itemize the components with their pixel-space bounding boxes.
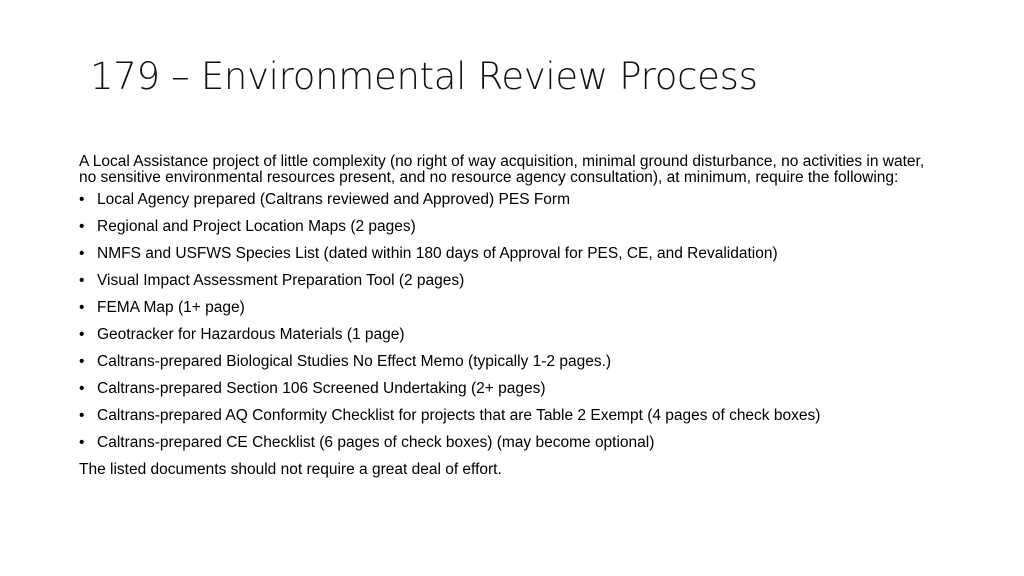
intro-paragraph: A Local Assistance project of little complexity (no right of way acquisition, minimal ground disturbance, no activities in water, no sensitive environmental resources present, and no resource agency consultation), at minimum, require the following: [79,153,925,186]
slide-body [79,154,929,478]
bullet-item [79,192,929,219]
bullet-text: Caltrans-prepared Section 106 Screened Undertaking (2+ pages) [97,380,546,397]
bullet-icon: • [79,245,85,262]
bullet-item [79,219,929,246]
bullet-icon: • [79,407,85,424]
bullet-icon: • [79,434,85,451]
bullet-icon: • [79,353,85,370]
bullet-text: Caltrans-prepared CE Checklist (6 pages of check boxes) (may become optional) [97,434,655,451]
bullet-text: Local Agency prepared (Caltrans reviewed and Approved) PES Form [97,191,570,208]
bullet-text: NMFS and USFWS Species List (dated within 180 days of Approval for PES, CE, and Revalidation) [97,245,778,262]
bullet-item [79,408,929,435]
bullet-item [79,300,929,327]
bullet-text: Visual Impact Assessment Preparation Tool (2 pages) [97,272,465,289]
bullet-text: Geotracker for Hazardous Materials (1 page) [97,326,405,343]
closing-paragraph: The listed documents should not require a great deal of effort. [79,461,502,478]
bullet-text: Caltrans-prepared AQ Conformity Checklist for projects that are Table 2 Exempt (4 pages of check boxes) [97,407,821,424]
bullet-icon: • [79,326,85,343]
bullet-icon: • [79,191,85,208]
bullet-item [79,435,929,462]
bullet-item [79,354,929,381]
bullet-text: Caltrans-prepared Biological Studies No Effect Memo (typically 1-2 pages.) [97,353,612,370]
slide-title: 179 – Environmental Review Process [90,55,758,98]
bullet-icon: • [79,272,85,289]
bullet-item [79,246,929,273]
bullet-list [79,192,929,462]
bullet-icon: • [79,380,85,397]
bullet-icon: • [79,218,85,235]
bullet-item [79,381,929,408]
bullet-text: Regional and Project Location Maps (2 pages) [97,218,416,235]
bullet-text: FEMA Map (1+ page) [97,299,245,316]
bullet-item [79,327,929,354]
bullet-item [79,273,929,300]
bullet-icon: • [79,299,85,316]
